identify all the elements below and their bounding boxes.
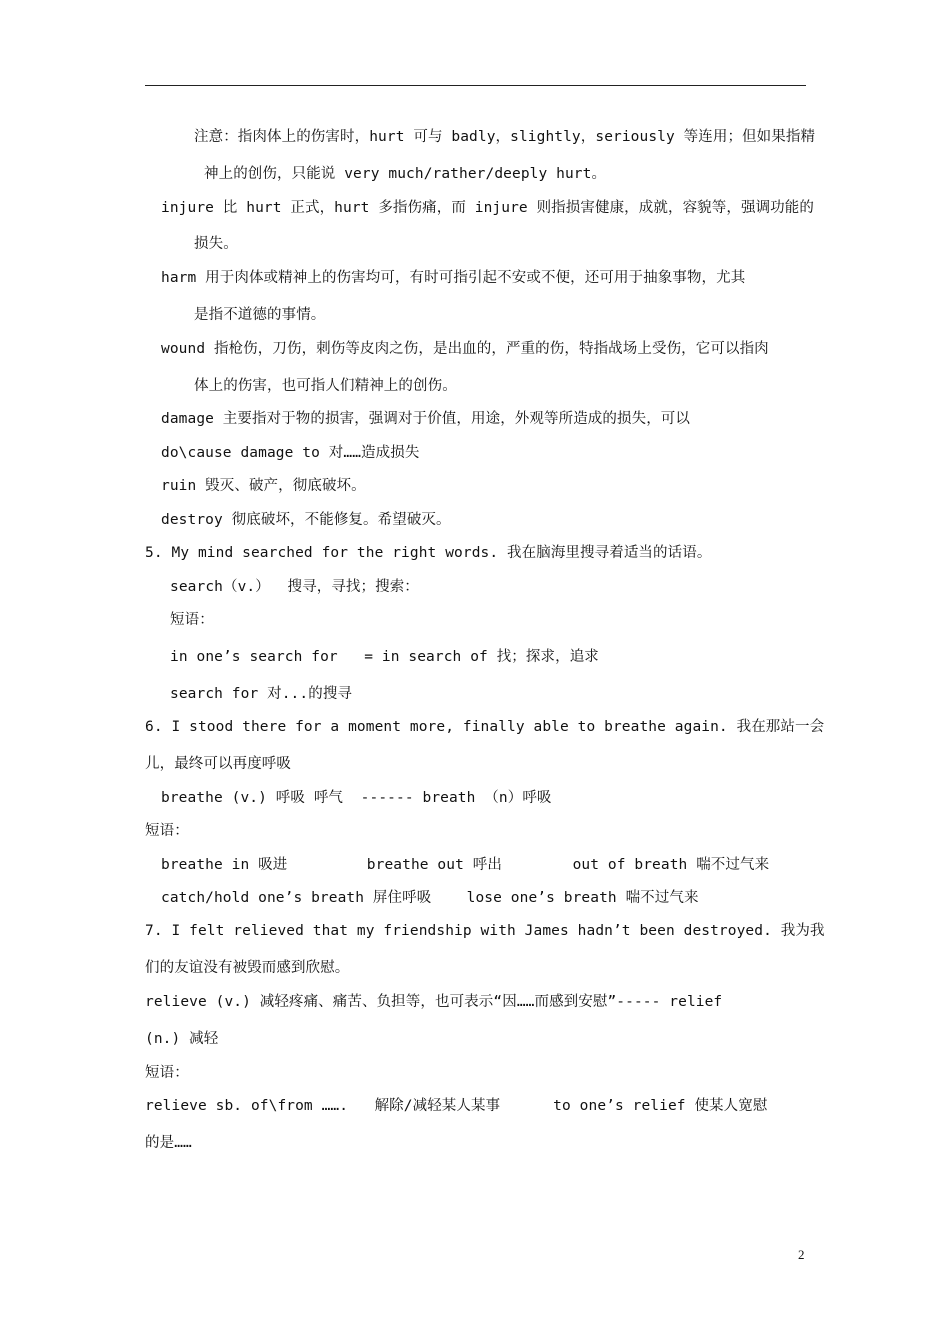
header-rule	[145, 85, 806, 86]
phrases-label: 短语：	[145, 823, 189, 839]
text-line: 是指不道德的事情。	[194, 307, 326, 323]
text-line: do\cause damage to 对……造成损失	[161, 445, 420, 461]
text-line: (n.) 减轻	[145, 1031, 219, 1047]
text-line: 神上的创伤，只能说 very much/rather/deeply hurt。	[204, 166, 607, 182]
item-7-sentence: 7. I felt relieved that my friendship with James hadn’t been destroyed. 我为我	[145, 923, 825, 939]
text-line: search（v.） 搜寻，寻找；搜索：	[170, 579, 419, 595]
text-line: breathe in 吸进 breathe out 呼出 out of breath 喘不过气来	[161, 857, 770, 873]
item-6-sentence: 6. I stood there for a moment more, finally able to breathe again. 我在那站一会	[145, 719, 825, 735]
text-line: catch/hold one’s breath 屏住呼吸 lose one’s breath 喘不过气来	[161, 890, 699, 906]
text-line: search for 对...的搜寻	[170, 686, 353, 702]
text-line: 们的友谊没有被毁而感到欣慰。	[145, 960, 350, 976]
text-line: destroy 彻底破坏，不能修复。希望破灭。	[161, 512, 451, 528]
text-line: 的是……	[145, 1135, 192, 1151]
page-number: 2	[798, 1247, 805, 1262]
text-line: breathe (v.) 呼吸 呼气 ------ breath （n）呼吸	[161, 790, 552, 806]
text-line: ruin 毁灭、破产，彻底破坏。	[161, 478, 366, 494]
phrases-label: 短语：	[170, 612, 214, 628]
text-line: 儿，最终可以再度呼吸	[145, 756, 291, 772]
text-line: 体上的伤害，也可指人们精神上的创伤。	[194, 378, 457, 394]
text-line: 损失。	[194, 236, 238, 252]
phrases-label: 短语：	[145, 1065, 189, 1081]
text-line: wound 指枪伤，刀伤，刺伤等皮肉之伤，是出血的，严重的伤，特指战场上受伤，它可以指肉	[161, 341, 769, 357]
text-line: 注意：指肉体上的伤害时，hurt 可与 badly，slightly，seriously 等连用；但如果指精	[194, 129, 816, 145]
text-line: relieve sb. of\from ……. 解除/减轻某人某事 to one’s relief 使某人宽慰	[145, 1098, 768, 1114]
text-line: relieve (v.) 减轻疼痛、痛苦、负担等，也可表示“因……而感到安慰”----- relief	[145, 994, 723, 1010]
text-line: in one’s search for = in search of 找；探求，追求	[170, 649, 599, 665]
text-line: harm 用于肉体或精神上的伤害均可，有时可指引起不安或不便，还可用于抽象事物，尤其	[161, 270, 746, 286]
text-line: injure 比 hurt 正式，hurt 多指伤痛，而 injure 则指损害健康，成就，容貌等，强调功能的	[161, 200, 814, 216]
item-5-sentence: 5. My mind searched for the right words. 我在脑海里搜寻着适当的话语。	[145, 545, 712, 561]
text-line: damage 主要指对于物的损害，强调对于价值，用途，外观等所造成的损失，可以	[161, 411, 691, 427]
